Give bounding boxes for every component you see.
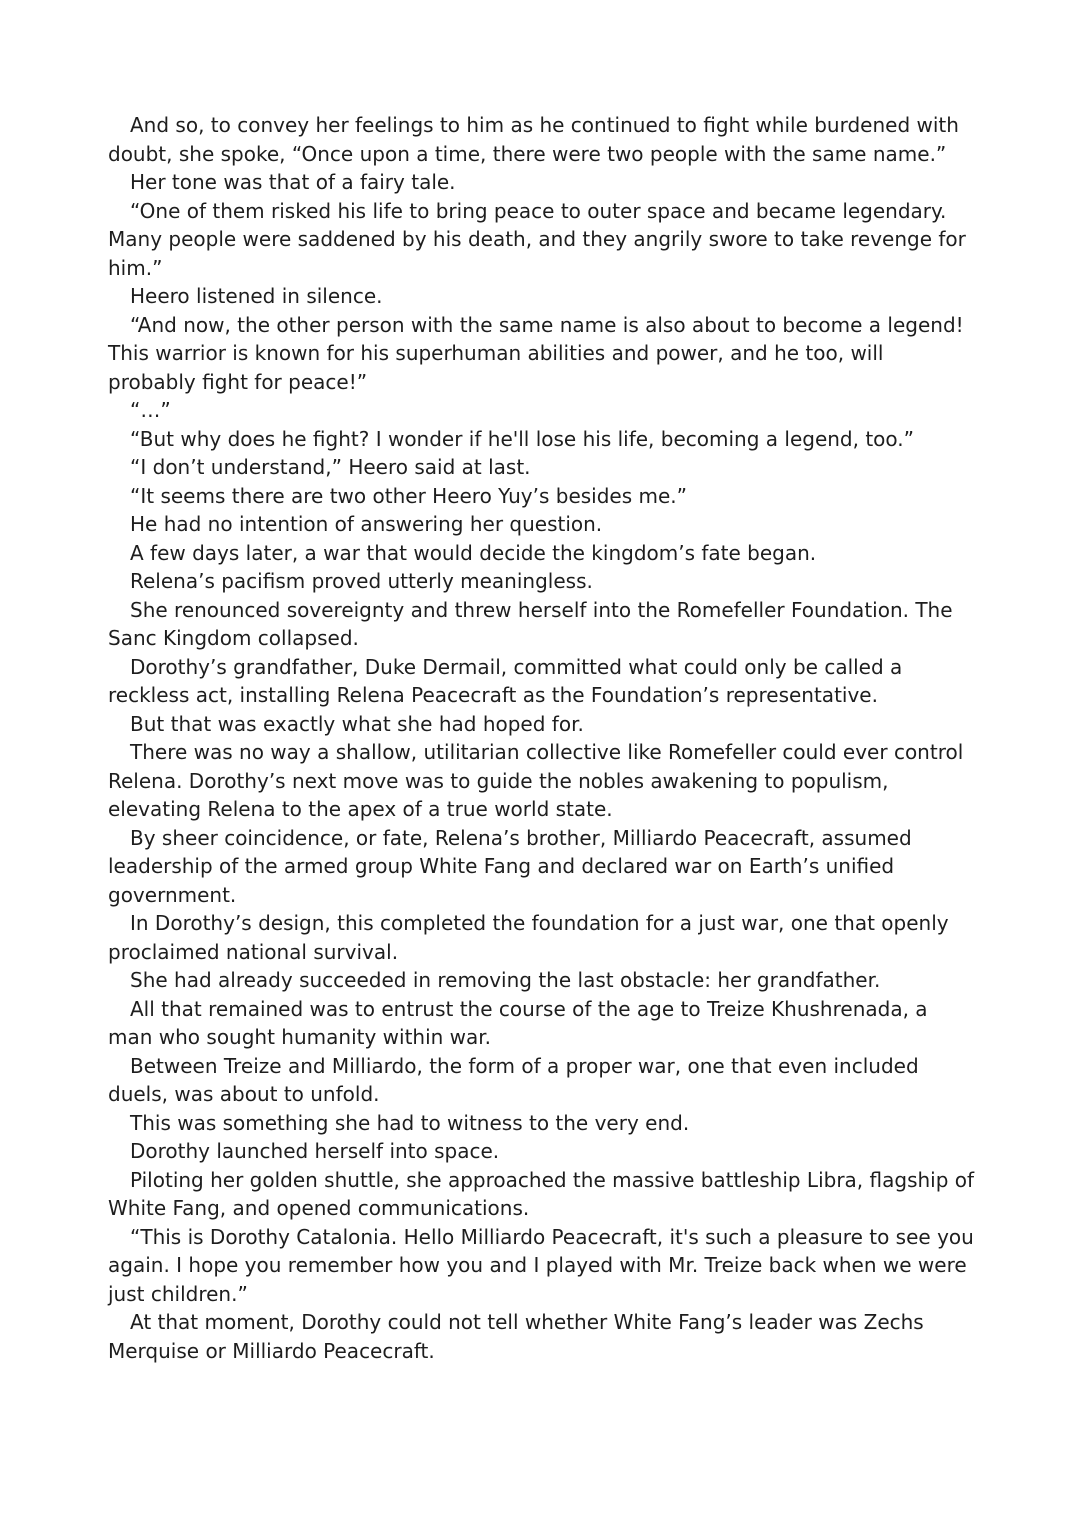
- document-page: [108, 111, 976, 1365]
- paragraph: And so, to convey her feelings to him as he continued to fight while burdened with doubt, she spoke, “Once upon a time, there were two people with the same name.”: [108, 113, 959, 166]
- paragraph: A few days later, a war that would decide the kingdom’s fate began.: [130, 540, 817, 565]
- paragraph: Dorothy’s grandfather, Duke Dermail, committed what could only be called a reckless act, installing Relena Peacecraft as the Foundation’s representative.: [108, 654, 903, 707]
- paragraph: There was no way a shallow, utilitarian collective like Romefeller could ever control Relena. Dorothy’s next move was to guide the nobles awakening to populism, elevating Relena to the apex of a true world state.: [108, 740, 964, 821]
- paragraph: She had already succeeded in removing the last obstacle: her grandfather.: [130, 968, 881, 992]
- paragraph: By sheer coincidence, or fate, Relena’s brother, Milliardo Peacecraft, assumed leadership of the armed group White Fang and declared war on Earth’s unified government.: [108, 825, 912, 907]
- paragraph: “One of them risked his life to bring peace to outer space and became legendary. Many people were saddened by his death, and they angrily swore to take revenge for him.”: [108, 198, 966, 280]
- paragraph: Her tone was that of a fairy tale.: [130, 170, 456, 194]
- paragraph: This was something she had to witness to the very end.: [130, 1110, 690, 1135]
- paragraph: “And now, the other person with the same name is also about to become a legend! This warrior is known for his superhuman abilities and power, and he too, will probably fight for peace!”: [108, 312, 964, 394]
- paragraph: He had no intention of answering her question.: [130, 512, 603, 536]
- paragraph: In Dorothy’s design, this completed the foundation for a just war, one that openly proclaimed national survival.: [108, 911, 949, 964]
- paragraph: “This is Dorothy Catalonia. Hello Milliardo Peacecraft, it's such a pleasure to see you again. I hope you remember how you and I played with Mr. Treize back when we were just children.”: [108, 1224, 974, 1306]
- paragraph: At that moment, Dorothy could not tell whether White Fang’s leader was Zechs Merquise or Milliardo Peacecraft.: [108, 1310, 924, 1363]
- paragraph: Dorothy launched herself into space.: [130, 1139, 500, 1163]
- paragraph: Relena’s pacifism proved utterly meaningless.: [130, 569, 593, 593]
- paragraph: Between Treize and Milliardo, the form of a proper war, one that even included duels, was about to unfold.: [108, 1053, 919, 1106]
- paragraph: “I don’t understand,” Heero said at last.: [130, 455, 531, 479]
- paragraph: But that was exactly what she had hoped for.: [130, 711, 584, 736]
- paragraph: “…”: [130, 398, 171, 422]
- paragraph: “It seems there are two other Heero Yuy’s besides me.”: [130, 483, 688, 508]
- paragraph: Piloting her golden shuttle, she approached the massive battleship Libra, flagship of White Fang, and opened communications.: [108, 1167, 975, 1220]
- paragraph: All that remained was to entrust the course of the age to Treize Khushrenada, a man who sought humanity within war.: [108, 996, 928, 1049]
- paragraph: She renounced sovereignty and threw herself into the Romefeller Foundation. The Sanc Kingdom collapsed.: [108, 597, 953, 650]
- paragraph: “But why does he fight? I wonder if he'll lose his life, becoming a legend, too.”: [130, 426, 915, 451]
- paragraph: Heero listened in silence.: [130, 284, 383, 308]
